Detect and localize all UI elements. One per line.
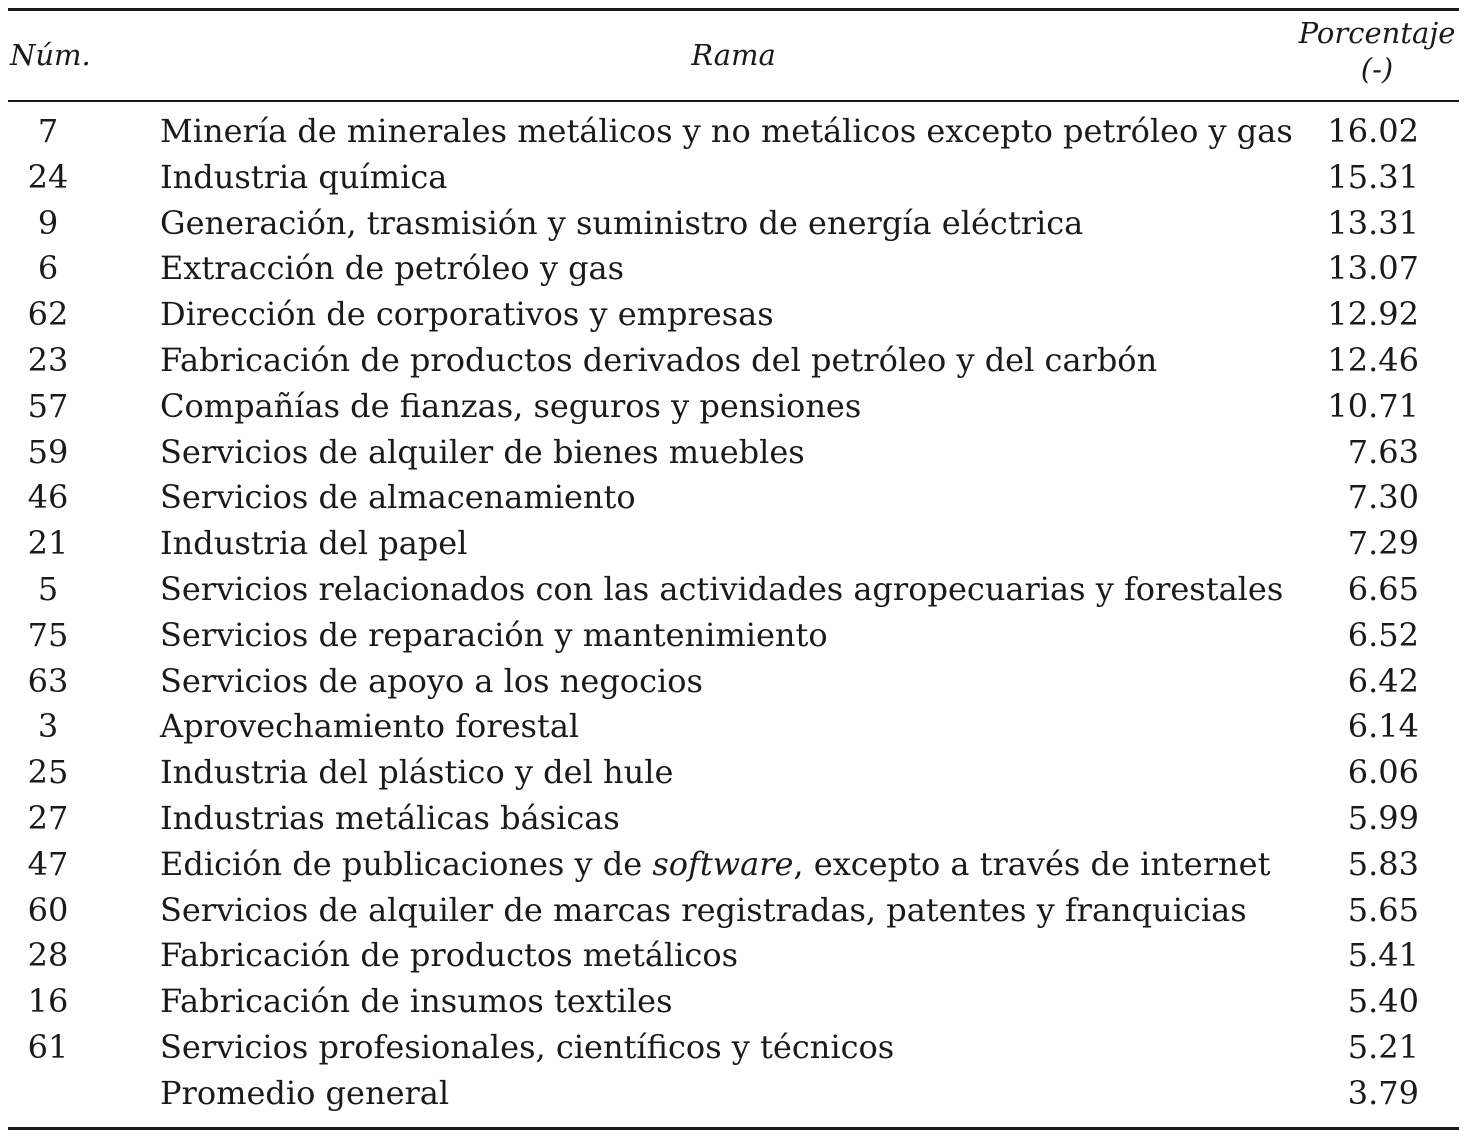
cell-num: 16 — [27, 982, 69, 1021]
table-row — [8, 1071, 1459, 1117]
table-body — [8, 102, 1459, 1127]
cell-porcentaje: 5.41 — [1347, 936, 1419, 975]
table-row — [8, 109, 1459, 155]
table-row — [8, 613, 1459, 659]
header-num: Núm. — [10, 38, 91, 72]
table-row — [8, 201, 1459, 247]
cell-porcentaje: 7.30 — [1347, 478, 1419, 517]
cell-rama-italic: software — [652, 844, 794, 883]
cell-num: 46 — [27, 478, 69, 517]
cell-rama — [160, 842, 1270, 888]
cell-porcentaje: 13.07 — [1327, 249, 1419, 288]
cell-num: 62 — [27, 295, 69, 334]
cell-num: 75 — [27, 615, 69, 654]
cell-num: 25 — [27, 753, 69, 792]
cell-porcentaje: 5.83 — [1347, 844, 1419, 883]
cell-rama: Minería de minerales metálicos y no metálicos excepto petróleo y gas — [160, 112, 1293, 150]
cell-num: 47 — [27, 844, 69, 883]
cell-rama: Fabricación de insumos textiles — [160, 982, 673, 1021]
cell-porcentaje: 3.79 — [1347, 1073, 1419, 1112]
cell-porcentaje: 6.42 — [1347, 661, 1419, 700]
cell-num: 59 — [27, 432, 69, 471]
cell-rama: Aprovechamiento forestal — [160, 707, 580, 746]
cell-num: 6 — [37, 249, 59, 288]
header-porcentaje-unit: (-) — [1360, 52, 1394, 86]
cell-rama-part: Edición de publicaciones y de — [160, 844, 653, 883]
bottom-rule — [8, 1127, 1459, 1130]
cell-porcentaje: 7.29 — [1347, 524, 1419, 563]
cell-num: 57 — [27, 386, 69, 425]
cell-rama: Promedio general — [160, 1073, 450, 1112]
table-row — [8, 933, 1459, 979]
cell-porcentaje: 6.52 — [1347, 615, 1419, 654]
table-row — [8, 704, 1459, 750]
cell-rama: Servicios relacionados con las actividades agropecuarias y forestales — [160, 569, 1284, 608]
cell-num: 61 — [27, 1027, 69, 1066]
table-row — [8, 1025, 1459, 1071]
cell-rama: Industria del plástico y del hule — [160, 753, 674, 792]
table-header — [8, 11, 1459, 100]
table-row — [8, 292, 1459, 338]
cell-rama: Servicios profesionales, científicos y técnicos — [160, 1027, 895, 1066]
cell-rama: Generación, trasmisión y suministro de energía eléctrica — [160, 203, 1084, 242]
cell-porcentaje: 6.14 — [1347, 707, 1419, 746]
cell-rama: Servicios de almacenamiento — [160, 478, 636, 517]
cell-rama: Servicios de alquiler de bienes muebles — [160, 432, 805, 471]
cell-porcentaje: 16.02 — [1327, 112, 1419, 150]
header-porcentaje — [1297, 15, 1457, 87]
cell-num: 60 — [27, 890, 69, 929]
cell-porcentaje: 6.06 — [1347, 753, 1419, 792]
cell-porcentaje: 15.31 — [1327, 157, 1419, 196]
cell-rama: Fabricación de productos metálicos — [160, 936, 738, 975]
cell-num: 23 — [27, 340, 69, 379]
cell-porcentaje: 13.31 — [1327, 203, 1419, 242]
cell-num: 5 — [37, 569, 59, 608]
table-row — [8, 796, 1459, 842]
table-row — [8, 430, 1459, 476]
cell-num: 3 — [37, 707, 59, 746]
cell-porcentaje: 5.99 — [1347, 798, 1419, 837]
cell-num: 28 — [27, 936, 69, 975]
cell-rama: Extracción de petróleo y gas — [160, 249, 625, 288]
cell-num: 24 — [27, 157, 69, 196]
cell-porcentaje: 12.92 — [1327, 295, 1419, 334]
cell-rama: Servicios de reparación y mantenimiento — [160, 615, 828, 654]
table-row — [8, 842, 1459, 888]
cell-num: 63 — [27, 661, 69, 700]
cell-porcentaje: 5.65 — [1347, 890, 1419, 929]
cell-rama: Servicios de alquiler de marcas registradas, patentes y franquicias — [160, 890, 1247, 929]
table-row — [8, 979, 1459, 1025]
table-row — [8, 521, 1459, 567]
cell-rama: Fabricación de productos derivados del petróleo y del carbón — [160, 340, 1158, 379]
cell-porcentaje: 5.21 — [1347, 1027, 1419, 1066]
cell-porcentaje: 5.40 — [1347, 982, 1419, 1021]
table-row — [8, 475, 1459, 521]
cell-rama-part: , excepto a través de internet — [793, 844, 1271, 883]
table-row — [8, 155, 1459, 201]
table-row — [8, 659, 1459, 705]
cell-rama: Industria química — [160, 157, 448, 196]
table-row — [8, 246, 1459, 292]
cell-porcentaje: 7.63 — [1347, 432, 1419, 471]
table-row — [8, 384, 1459, 430]
cell-num: 21 — [27, 524, 69, 563]
cell-porcentaje: 6.65 — [1347, 569, 1419, 608]
cell-rama: Industria del papel — [160, 524, 468, 563]
cell-rama: Servicios de apoyo a los negocios — [160, 661, 703, 700]
header-rama: Rama — [691, 38, 776, 72]
cell-num: 27 — [27, 798, 69, 837]
cell-rama: Dirección de corporativos y empresas — [160, 295, 774, 334]
cell-porcentaje: 10.71 — [1327, 386, 1419, 425]
table-row — [8, 567, 1459, 613]
table-row — [8, 888, 1459, 934]
cell-rama: Compañías de fianzas, seguros y pensiones — [160, 386, 862, 425]
table-row — [8, 750, 1459, 796]
table-row — [8, 338, 1459, 384]
header-porcentaje-label: Porcentaje — [1298, 16, 1456, 50]
cell-num: 7 — [37, 112, 59, 150]
cell-porcentaje: 12.46 — [1327, 340, 1419, 379]
data-table — [8, 8, 1459, 1130]
cell-num: 9 — [37, 203, 59, 242]
cell-rama: Industrias metálicas básicas — [160, 798, 620, 837]
